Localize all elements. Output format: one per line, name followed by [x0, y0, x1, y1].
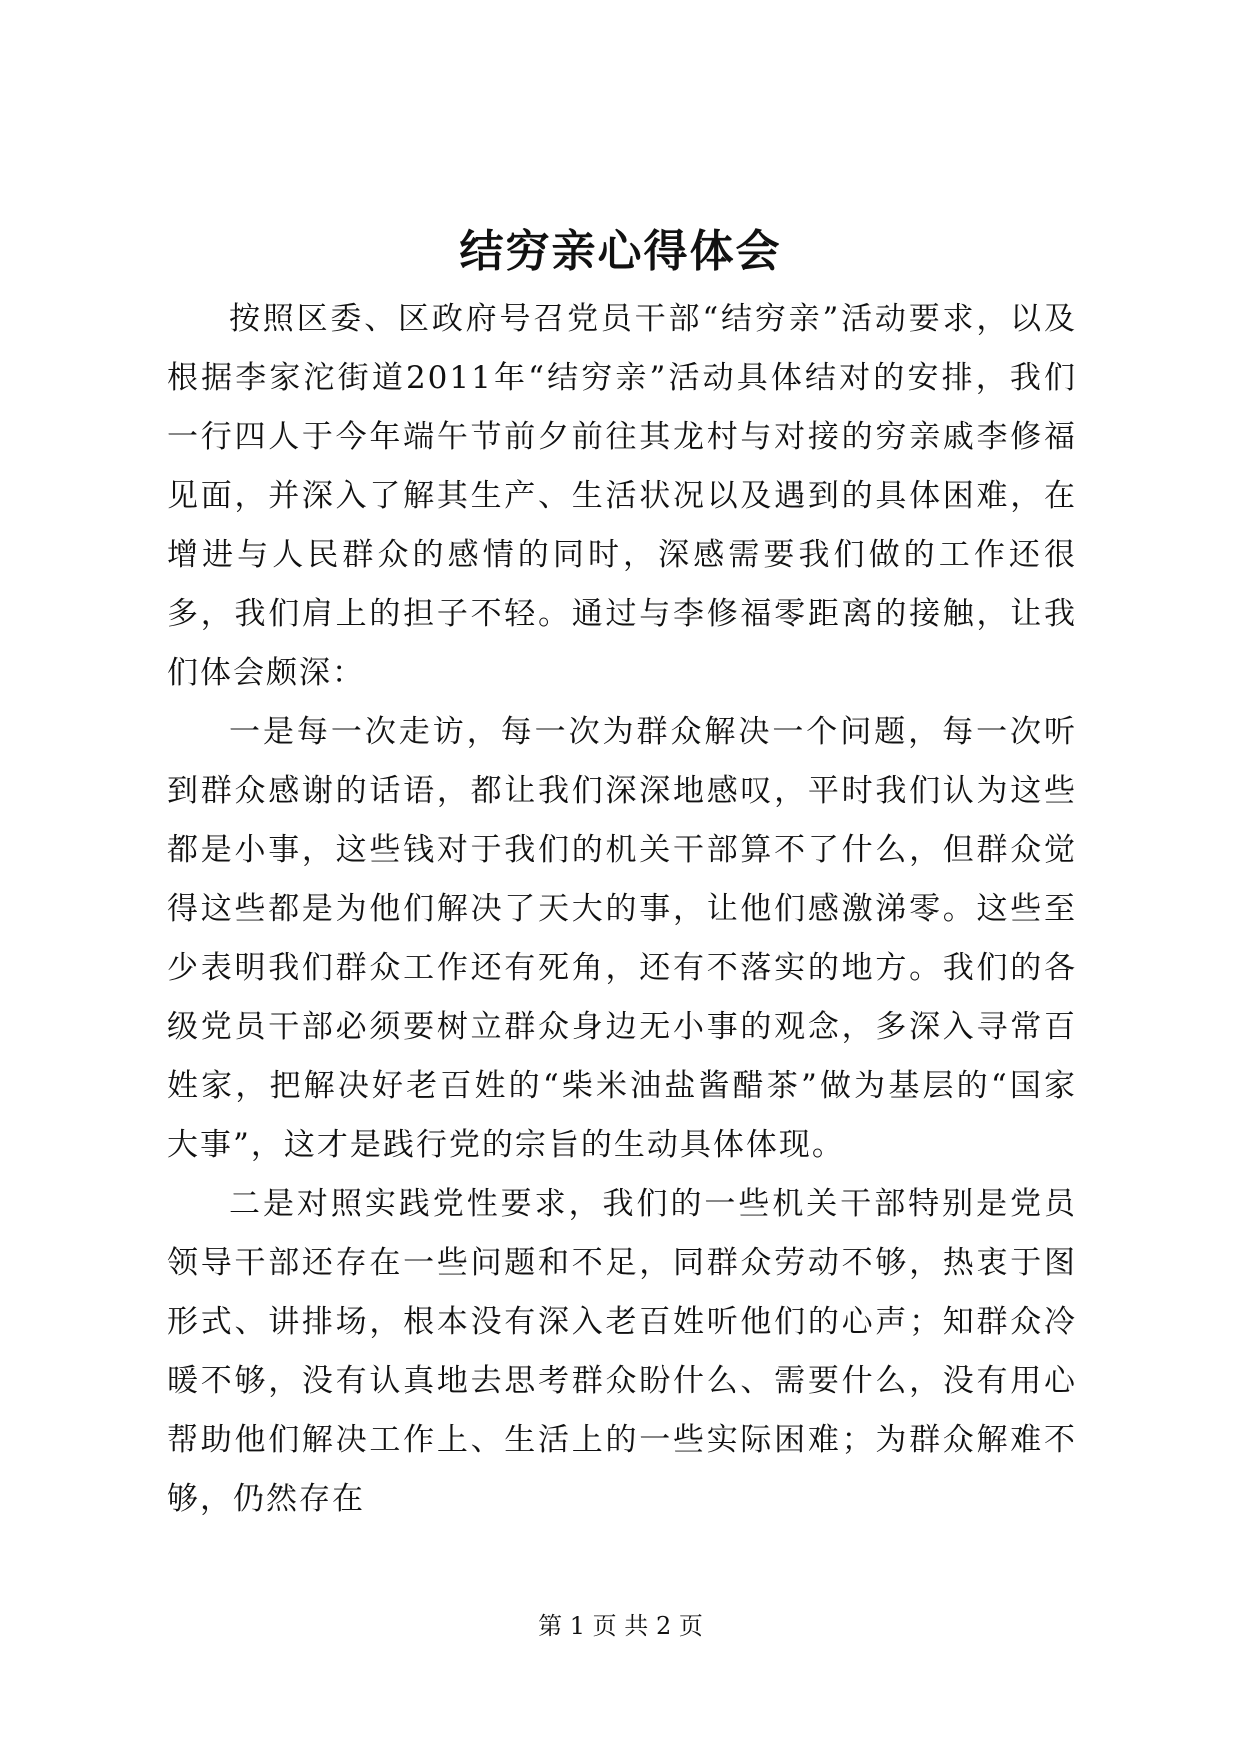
page-footer: 第 1 页 共 2 页 — [538, 1612, 703, 1640]
document-body — [167, 290, 1077, 1529]
document-title: 结穷亲心得体会 — [459, 226, 782, 277]
paragraph-2: 一是每一次走访，每一次为群众解决一个问题，每一次听到群众感谢的话语，都让我们深深地感叹，平时我们认为这些都是小事，这些钱对于我们的机关干部算不了什么，但群众觉得这些都是为他们解决了天大的事，让他们感激涕零。这些至少表明我们群众工作还有死角，还有不落实的地方。我们的各级党员干部必须要树立群众身边无小事的观念，多深入寻常百姓家，把解决好老百姓的“柴米油盐酱醋茶”做为基层的“国家大事”，这才是践行党的宗旨的生动具体体现。 — [167, 714, 1077, 1163]
paragraph-3: 二是对照实践党性要求，我们的一些机关干部特别是党员领导干部还存在一些问题和不足，同群众劳动不够，热衷于图形式、讲排场，根本没有深入老百姓听他们的心声；知群众冷暖不够，没有认真地去思考群众盼什么、需要什么，没有用心帮助他们解决工作上、生活上的一些实际困难；为群众解难不够，仍然存在 — [167, 1186, 1077, 1517]
paragraph-1: 按照区委、区政府号召党员干部“结穷亲”活动要求，以及根据李家沱街道2011年“结穷亲”活动具体结对的安排，我们一行四人于今年端午节前夕前往其龙村与对接的穷亲戚李修福见面，并深入了解其生产、生活状况以及遇到的具体困难，在增进与人民群众的感情的同时，深感需要我们做的工作还很多，我们肩上的担子不轻。通过与李修福零距离的接触，让我们体会颇深： — [167, 301, 1077, 691]
